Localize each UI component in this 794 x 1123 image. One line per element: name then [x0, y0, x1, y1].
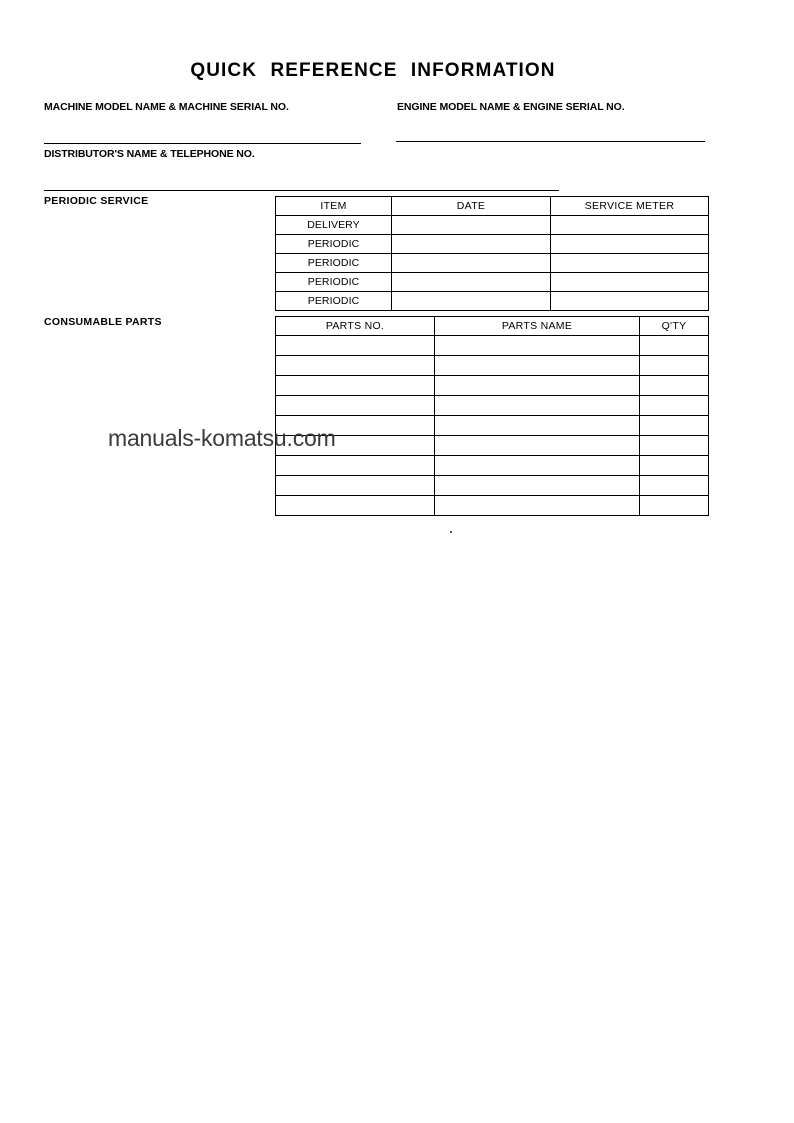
column-header-date: DATE: [392, 197, 551, 216]
cell-qty[interactable]: [640, 456, 709, 476]
engine-model-write-in-rule[interactable]: [396, 141, 705, 142]
cell-parts-no[interactable]: [276, 476, 435, 496]
machine-model-label: MACHINE MODEL NAME & MACHINE SERIAL NO.: [44, 101, 289, 113]
table-row: [276, 292, 709, 311]
column-header-parts-no: PARTS NO.: [276, 317, 435, 336]
scan-speck: [450, 531, 452, 533]
table-row: [276, 254, 709, 273]
cell-parts-no[interactable]: [276, 496, 435, 516]
cell-parts-no[interactable]: [276, 396, 435, 416]
page-title: QUICK REFERENCE INFORMATION: [190, 60, 556, 81]
column-header-item: ITEM: [276, 197, 392, 216]
cell-date[interactable]: [392, 254, 551, 273]
table-row: [276, 436, 709, 456]
table-row: [276, 376, 709, 396]
consumable-parts-table: [275, 316, 709, 516]
cell-date[interactable]: [392, 216, 551, 235]
distributor-label: DISTRIBUTOR'S NAME & TELEPHONE NO.: [44, 148, 255, 160]
cell-parts-no[interactable]: [276, 336, 435, 356]
cell-parts-no[interactable]: [276, 356, 435, 376]
engine-model-label: ENGINE MODEL NAME & ENGINE SERIAL NO.: [397, 101, 625, 113]
machine-model-write-in-rule[interactable]: [44, 143, 361, 144]
table-row: [276, 416, 709, 436]
distributor-write-in-rule[interactable]: [44, 190, 559, 191]
cell-qty[interactable]: [640, 356, 709, 376]
table-row: [276, 396, 709, 416]
cell-service-meter[interactable]: [551, 254, 709, 273]
cell-parts-name[interactable]: [435, 496, 640, 516]
periodic-service-table: [275, 196, 709, 311]
cell-parts-no[interactable]: [276, 456, 435, 476]
cell-item: PERIODIC: [276, 292, 392, 311]
cell-parts-name[interactable]: [435, 376, 640, 396]
cell-qty[interactable]: [640, 436, 709, 456]
table-row: [276, 273, 709, 292]
cell-qty[interactable]: [640, 336, 709, 356]
table-row: [276, 235, 709, 254]
cell-item: PERIODIC: [276, 235, 392, 254]
column-header-service-meter: SERVICE METER: [551, 197, 709, 216]
cell-qty[interactable]: [640, 396, 709, 416]
cell-item: PERIODIC: [276, 273, 392, 292]
consumable-parts-section-label: CONSUMABLE PARTS: [44, 316, 162, 328]
cell-parts-no[interactable]: [276, 376, 435, 396]
table-row: [276, 216, 709, 235]
cell-parts-name[interactable]: [435, 436, 640, 456]
cell-service-meter[interactable]: [551, 235, 709, 254]
cell-parts-name[interactable]: [435, 356, 640, 376]
cell-service-meter[interactable]: [551, 273, 709, 292]
column-header-parts-name: PARTS NAME: [435, 317, 640, 336]
cell-qty[interactable]: [640, 476, 709, 496]
table-header-row: [276, 317, 709, 336]
cell-parts-name[interactable]: [435, 476, 640, 496]
table-row: [276, 336, 709, 356]
column-header-qty: Q'TY: [640, 317, 709, 336]
cell-parts-name[interactable]: [435, 336, 640, 356]
cell-date[interactable]: [392, 292, 551, 311]
periodic-service-section-label: PERIODIC SERVICE: [44, 195, 149, 207]
cell-parts-name[interactable]: [435, 396, 640, 416]
cell-date[interactable]: [392, 273, 551, 292]
table-row: [276, 476, 709, 496]
cell-item: PERIODIC: [276, 254, 392, 273]
cell-date[interactable]: [392, 235, 551, 254]
cell-qty[interactable]: [640, 496, 709, 516]
cell-parts-name[interactable]: [435, 456, 640, 476]
table-row: [276, 356, 709, 376]
site-watermark: manuals-komatsu.com: [108, 425, 336, 451]
cell-service-meter[interactable]: [551, 216, 709, 235]
cell-parts-name[interactable]: [435, 416, 640, 436]
cell-qty[interactable]: [640, 376, 709, 396]
cell-service-meter[interactable]: [551, 292, 709, 311]
cell-item: DELIVERY: [276, 216, 392, 235]
table-header-row: [276, 197, 709, 216]
table-row: [276, 456, 709, 476]
cell-qty[interactable]: [640, 416, 709, 436]
table-row: [276, 496, 709, 516]
